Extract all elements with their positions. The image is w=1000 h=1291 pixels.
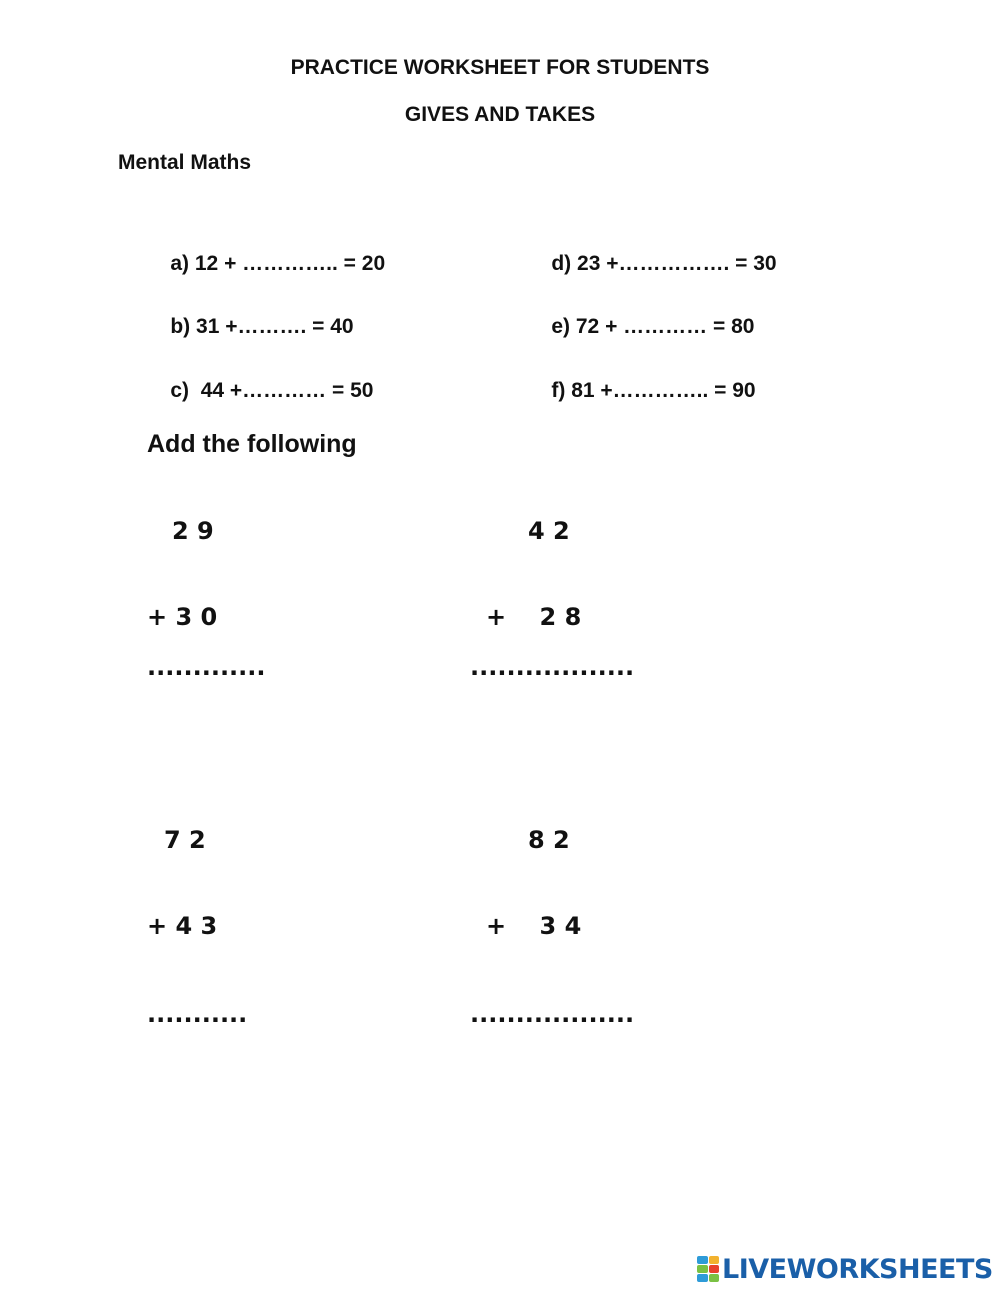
question-text: 44 +………… = 50 [200, 379, 374, 402]
worksheet-subtitle: GIVES AND TAKES [404, 103, 596, 126]
question-label: e) [551, 315, 571, 338]
logo-block [697, 1274, 708, 1282]
problem-2-answer-line[interactable]: .................. [470, 653, 635, 681]
problem-2-bottom: + 2 8 [486, 603, 582, 631]
question-e [528, 291, 754, 363]
problem-1-top: 2 9 [172, 517, 214, 545]
liveworksheets-brand-text: LIVEWORKSHEETS [722, 1253, 993, 1285]
question-a [147, 228, 385, 300]
question-label: d) [551, 252, 572, 275]
question-text: 81 +………….. = 90 [571, 379, 756, 402]
problem-4-top: 8 2 [528, 826, 570, 854]
mental-maths-heading: Mental Maths [118, 151, 252, 174]
logo-block [697, 1256, 708, 1264]
question-d [528, 228, 777, 300]
question-text: 23 +……………. = 30 [577, 252, 777, 275]
question-f [528, 355, 756, 427]
problem-1-bottom: + 3 0 [147, 603, 218, 631]
problem-1-answer-line[interactable]: ............. [147, 653, 266, 681]
liveworksheets-logo-icon [697, 1256, 719, 1282]
problem-4-answer-line[interactable]: .................. [470, 1000, 635, 1028]
problem-3-bottom: + 4 3 [147, 912, 218, 940]
question-label: a) [170, 252, 190, 275]
problem-3-answer-line[interactable]: ........... [147, 1000, 248, 1028]
question-label: b) [170, 315, 191, 338]
question-text: 31 +………. = 40 [196, 315, 354, 338]
logo-block [709, 1256, 720, 1264]
question-text: 12 + ………….. = 20 [194, 252, 386, 275]
problem-2-top: 4 2 [528, 517, 570, 545]
liveworksheets-logo[interactable] [697, 1254, 993, 1284]
logo-block [709, 1265, 720, 1273]
problem-4-bottom: + 3 4 [486, 912, 582, 940]
question-label: c) [170, 379, 190, 402]
question-text: 72 + ………… = 80 [575, 315, 755, 338]
question-c [147, 355, 373, 427]
logo-block [697, 1265, 708, 1273]
worksheet-title: PRACTICE WORKSHEET FOR STUDENTS [290, 56, 710, 79]
question-b [147, 291, 354, 363]
add-following-heading: Add the following [147, 430, 357, 458]
problem-3-top: 7 2 [164, 826, 206, 854]
question-label: f) [551, 379, 566, 402]
logo-block [709, 1274, 720, 1282]
